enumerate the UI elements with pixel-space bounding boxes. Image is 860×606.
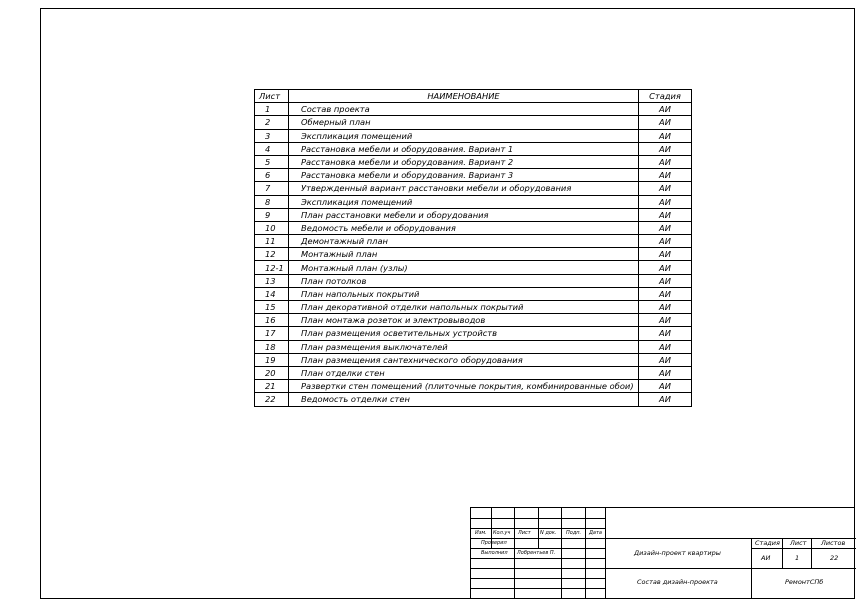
sheet-name: Расстановка мебели и оборудования. Вариант 3 [289, 169, 639, 182]
tb-sheets-value: 22 [830, 554, 839, 562]
sheet-stage: АИ [639, 393, 692, 406]
sheet-stage: АИ [639, 182, 692, 195]
sheet-name: Экспликация помещений [289, 129, 639, 142]
tb-ndok-label: N док. [540, 530, 557, 536]
contents-row [255, 327, 692, 340]
sheet-name: План монтажа розеток и электровыводов [289, 314, 639, 327]
contents-row [255, 380, 692, 393]
sheet-name: Монтажный план (узлы) [289, 261, 639, 274]
sheet-stage: АИ [639, 287, 692, 300]
contents-row [255, 366, 692, 379]
sheet-name: Обмерный план [289, 116, 639, 129]
sheet-number: 8 [255, 195, 289, 208]
sheet-stage: АИ [639, 208, 692, 221]
tb-performer: Лобрентьев П. [517, 550, 556, 556]
sheet-stage: АИ [639, 116, 692, 129]
sheet-number: 10 [255, 221, 289, 234]
sheet-number: 19 [255, 353, 289, 366]
contents-row [255, 208, 692, 221]
sheet-name: План размещения осветительных устройств [289, 327, 639, 340]
sheet-number: 15 [255, 301, 289, 314]
sheet-stage: АИ [639, 366, 692, 379]
sheet-stage: АИ [639, 142, 692, 155]
tb-izm-label: Изм. [475, 530, 487, 536]
sheet-number: 20 [255, 366, 289, 379]
sheet-name: План напольных покрытий [289, 287, 639, 300]
sheet-name: План размещения сантехнического оборудования [289, 353, 639, 366]
tb-project-title: Дизайн-проект квартиры [634, 549, 721, 557]
tb-list-label: Лист [518, 530, 531, 536]
sheet-stage: АИ [639, 274, 692, 287]
contents-row [255, 116, 692, 129]
contents-table [254, 89, 692, 407]
sheet-name: Расстановка мебели и оборудования. Вариант 1 [289, 142, 639, 155]
tb-sheets-label: Листов [821, 539, 846, 547]
header-sheet: Лист [255, 90, 289, 103]
tb-data-label: Дата [589, 530, 602, 536]
sheet-number: 12 [255, 248, 289, 261]
sheet-number: 5 [255, 155, 289, 168]
sheet-name: План отделки стен [289, 366, 639, 379]
sheet-number: 14 [255, 287, 289, 300]
contents-row [255, 221, 692, 234]
sheet-stage: АИ [639, 103, 692, 116]
tb-sheet-title: Состав дизайн-проекта [637, 578, 718, 586]
sheet-stage: АИ [639, 235, 692, 248]
sheet-name: Состав проекта [289, 103, 639, 116]
contents-header-row [255, 90, 692, 103]
sheet-name: Экспликация помещений [289, 195, 639, 208]
contents-row [255, 340, 692, 353]
sheet-name: План потолков [289, 274, 639, 287]
sheet-stage: АИ [639, 169, 692, 182]
tb-sheet-value: 1 [795, 554, 800, 562]
sheet-stage: АИ [639, 340, 692, 353]
sheet-stage: АИ [639, 353, 692, 366]
sheet-stage: АИ [639, 155, 692, 168]
tb-checked-label: Проверил [481, 540, 507, 546]
tb-stage-label: Стадия [755, 539, 780, 547]
sheet-stage: АИ [639, 195, 692, 208]
sheet-name: Ведомость отделки стен [289, 393, 639, 406]
sheet-number: 7 [255, 182, 289, 195]
sheet-number: 9 [255, 208, 289, 221]
sheet-number: 2 [255, 116, 289, 129]
sheet-stage: АИ [639, 248, 692, 261]
sheet-number: 13 [255, 274, 289, 287]
sheet-stage: АИ [639, 380, 692, 393]
sheet-number: 11 [255, 235, 289, 248]
sheet-stage: АИ [639, 129, 692, 142]
tb-performed-label: Выполнил [481, 550, 508, 556]
contents-row [255, 393, 692, 406]
contents-row [255, 235, 692, 248]
sheet-stage: АИ [639, 221, 692, 234]
contents-row [255, 182, 692, 195]
sheet-name: Утвержденный вариант расстановки мебели и оборудования [289, 182, 639, 195]
contents-row [255, 274, 692, 287]
tb-kol-label: Кол.уч [493, 530, 511, 536]
contents-row [255, 314, 692, 327]
tb-stage-value: АИ [761, 554, 771, 562]
header-name: НАИМЕНОВАНИЕ [289, 90, 639, 103]
sheet-number: 1 [255, 103, 289, 116]
contents-row [255, 301, 692, 314]
contents-row [255, 103, 692, 116]
contents-row [255, 248, 692, 261]
sheet-number: 3 [255, 129, 289, 142]
header-stage: Стадия [639, 90, 692, 103]
sheet-name: План размещения выключателей [289, 340, 639, 353]
contents-row [255, 195, 692, 208]
contents-row [255, 261, 692, 274]
sheet-number: 6 [255, 169, 289, 182]
title-block [470, 507, 855, 599]
contents-row [255, 129, 692, 142]
tb-organization: РемонтСПб [785, 578, 824, 586]
contents-row [255, 169, 692, 182]
sheet-name: Расстановка мебели и оборудования. Вариант 2 [289, 155, 639, 168]
sheet-number: 17 [255, 327, 289, 340]
sheet-number: 21 [255, 380, 289, 393]
contents-row [255, 142, 692, 155]
sheet-number: 16 [255, 314, 289, 327]
sheet-stage: АИ [639, 327, 692, 340]
tb-sheet-label: Лист [790, 539, 807, 547]
sheet-number: 18 [255, 340, 289, 353]
sheet-name: Монтажный план [289, 248, 639, 261]
sheet-name: Ведомость мебели и оборудования [289, 221, 639, 234]
sheet-number: 12-1 [255, 261, 289, 274]
sheet-number: 4 [255, 142, 289, 155]
sheet-name: План расстановки мебели и оборудования [289, 208, 639, 221]
contents-row [255, 287, 692, 300]
sheet-name: Развертки стен помещений (плиточные покрытия, комбинированные обои) [289, 380, 639, 393]
sheet-stage: АИ [639, 261, 692, 274]
contents-row [255, 155, 692, 168]
contents-row [255, 353, 692, 366]
tb-podp-label: Подп. [566, 530, 582, 536]
sheet-number: 22 [255, 393, 289, 406]
sheet-stage: АИ [639, 301, 692, 314]
sheet-name: Демонтажный план [289, 235, 639, 248]
sheet-stage: АИ [639, 314, 692, 327]
sheet-name: План декоративной отделки напольных покрытий [289, 301, 639, 314]
